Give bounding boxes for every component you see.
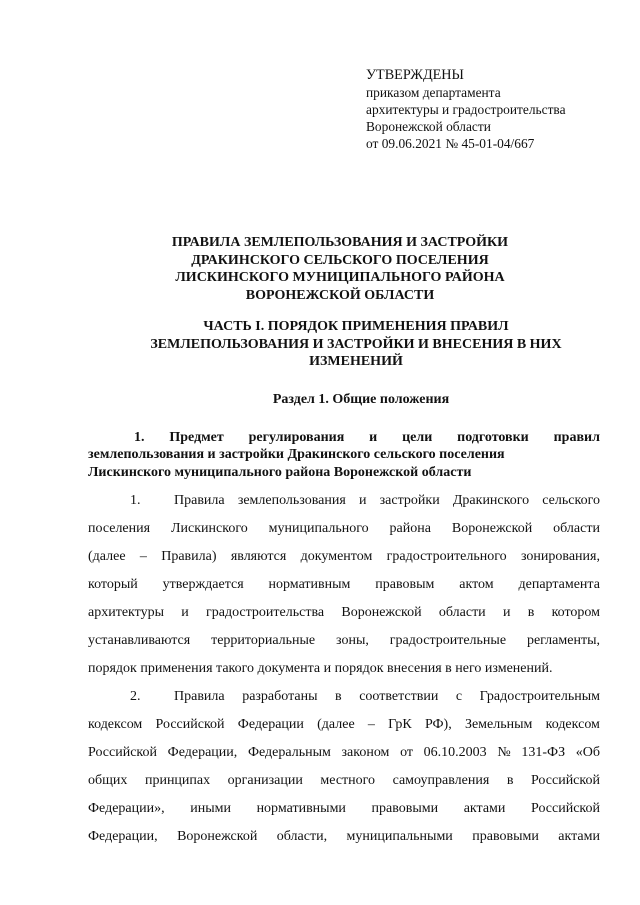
approval-line: от 09.06.2021 № 45-01-04/667 (366, 136, 535, 151)
word: муниципальными (346, 829, 453, 844)
word: района (389, 521, 431, 536)
word: зонирования, (520, 549, 600, 564)
line-text (174, 487, 600, 515)
section-heading: Раздел 1. Общие положения (272, 392, 450, 407)
word: ГрК (388, 717, 412, 732)
word: Российской (531, 801, 600, 816)
word: актом (459, 577, 494, 592)
paragraph-2-line (88, 683, 600, 711)
word: кодексом (88, 717, 143, 732)
word: Федерации (237, 717, 304, 732)
word: Федерации», (88, 801, 165, 816)
word: являются (230, 549, 287, 564)
word: в (527, 605, 535, 620)
approval-line: архитектуры и градостроительства (366, 102, 566, 117)
word: самоуправления (392, 773, 490, 788)
word: правил (553, 430, 600, 445)
word: Правила (174, 493, 225, 508)
word: принципах (144, 773, 211, 788)
word: Воронежской (177, 829, 258, 844)
part-heading (96, 318, 616, 371)
word: Лискинского (171, 521, 248, 536)
word: местного (320, 773, 376, 788)
title-line: ДРАКИНСКОГО СЕЛЬСКОГО ПОСЕЛЕНИЯ (191, 252, 489, 268)
word: правовыми (371, 801, 439, 816)
word: кодексом (545, 717, 600, 732)
title-line: ЛИСКИНСКОГО МУНИЦИПАЛЬНОГО РАЙОНА (175, 270, 505, 286)
paragraph-1-line (88, 627, 600, 655)
word: архитектуры (88, 605, 164, 620)
word: зоны, (336, 633, 369, 648)
document-title (80, 234, 600, 304)
word: цели (402, 430, 433, 445)
approval-block (366, 67, 616, 152)
word: 06.10.2003 (423, 745, 487, 760)
approval-line: Воронежской области (366, 119, 491, 134)
word: Федеральным (247, 745, 331, 760)
word: Федерации, (167, 745, 238, 760)
paragraph-number: 2. (130, 689, 141, 704)
word: № (497, 745, 511, 760)
word: и (502, 605, 511, 620)
paragraph-1-line (88, 487, 600, 515)
part-line: ЗЕМЛЕПОЛЬЗОВАНИЯ И ЗАСТРОЙКИ И ВНЕСЕНИЯ В НИХ (150, 336, 562, 352)
word: и (358, 493, 367, 508)
word: Российской (155, 717, 225, 732)
word: организации (227, 773, 303, 788)
approval-head: УТВЕРЖДЕНЫ (366, 67, 464, 83)
paragraph-number: 1. (130, 493, 141, 508)
part-line: ЧАСТЬ I. ПОРЯДОК ПРИМЕНЕНИЯ ПРАВИЛ (203, 319, 509, 334)
word: 1. (134, 430, 145, 445)
word: соответствии (359, 689, 439, 704)
word: утверждается (162, 577, 244, 592)
paragraph-1-line: порядок применения такого документа и порядок внесения в него изменений. (88, 661, 553, 676)
word: законом (341, 745, 390, 760)
word: (далее (88, 549, 126, 564)
word: и (369, 430, 378, 445)
word: устанавливаются (88, 633, 191, 648)
line-text (174, 683, 600, 711)
word: регламенты, (526, 633, 600, 648)
article-heading (88, 429, 600, 481)
word: Дракинского (452, 493, 530, 508)
word: котором (551, 605, 600, 620)
word: документом (300, 549, 373, 564)
paragraph-1-line (88, 515, 600, 543)
word: который (88, 577, 138, 592)
article-heading-line-1 (88, 429, 600, 446)
word: Российской (88, 745, 157, 760)
word: актами (463, 801, 506, 816)
word: с (455, 689, 463, 704)
word: застройки (379, 493, 440, 508)
word: области, (276, 829, 328, 844)
word: области (438, 605, 486, 620)
word: землепользования (237, 493, 346, 508)
paragraph-2-line (88, 823, 600, 851)
word: правовыми (472, 829, 539, 844)
word: нормативным (268, 577, 351, 592)
part-line: ИЗМЕНЕНИЙ (309, 354, 403, 370)
word: (далее (317, 717, 355, 732)
title-line: ВОРОНЕЖСКОЙ ОБЛАСТИ (245, 287, 435, 303)
word: правовым (375, 577, 435, 592)
word: области (553, 521, 600, 536)
approval-line: приказом департамента (366, 85, 501, 100)
word: Воронежской (451, 521, 533, 536)
word: 131-ФЗ (521, 745, 566, 760)
word: Правила (174, 689, 225, 704)
word: в (335, 689, 342, 704)
word: – (139, 549, 147, 564)
word: Предмет (169, 430, 224, 445)
word: и (181, 605, 189, 620)
word: градостроительства (206, 605, 325, 620)
word: градостроительные (389, 633, 507, 648)
article-heading-line-3: Лискинского муниципального района Воронежской области (88, 464, 472, 480)
word: Правила) (161, 549, 217, 564)
word: Воронежской (341, 605, 422, 620)
word: РФ), (424, 717, 452, 732)
paragraph-2-line (88, 711, 600, 739)
body-text (88, 487, 600, 851)
paragraph-2-line (88, 795, 600, 823)
word: департамента (518, 577, 600, 592)
word: разработаны (242, 689, 318, 704)
article-heading-line-2: землепользования и застройки Дракинского сельского поселения (88, 447, 505, 463)
word: Федерации, (88, 829, 158, 844)
word: поселения (88, 521, 151, 536)
word: подготовки (457, 430, 529, 445)
word: градостроительного (386, 549, 507, 564)
paragraph-2-line (88, 767, 600, 795)
word: Российской (530, 773, 600, 788)
paragraph-1-line (88, 599, 600, 627)
word: «Об (575, 745, 600, 760)
paragraph-2-line (88, 739, 600, 767)
paragraph-1-line (88, 571, 600, 599)
word: – (367, 717, 375, 732)
word: муниципального (268, 521, 369, 536)
word: актами (558, 829, 600, 844)
word: Земельным (464, 717, 533, 732)
word: от (400, 745, 414, 760)
word: сельского (542, 493, 600, 508)
word: нормативными (256, 801, 346, 816)
word: территориальные (211, 633, 316, 648)
word: Градостроительным (479, 689, 600, 704)
title-line: ПРАВИЛА ЗЕМЛЕПОЛЬЗОВАНИЯ И ЗАСТРОЙКИ (171, 235, 509, 250)
word: общих (88, 773, 128, 788)
word: регулирования (248, 430, 345, 445)
word: иными (190, 801, 231, 816)
paragraph-1-line (88, 543, 600, 571)
word: в (506, 773, 514, 788)
